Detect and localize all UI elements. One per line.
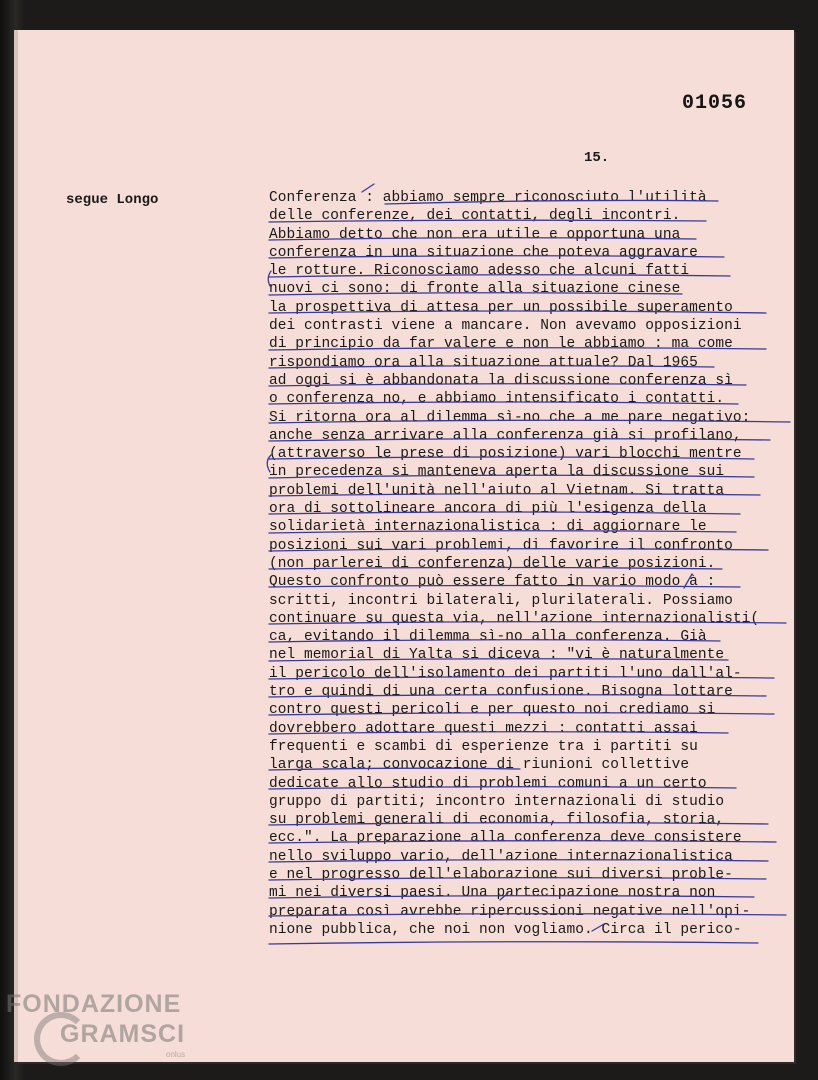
text-line: nione pubblica, che noi non vogliamo. Circa il perico- [269,921,742,938]
archive-number: 01056 [682,92,748,115]
text-line: conferenza in una situazione che poteva aggravare [269,244,698,261]
text-line: nello sviluppo vario, dell'azione internazionalistica [269,848,733,865]
watermark-subtitle: onlus [166,1050,186,1059]
margin-note: segue Longo [66,192,159,208]
page-left-edge [14,30,18,1062]
text-line: delle conferenze, dei contatti, degli incontri. [269,208,681,225]
text-line: larga scala; convocazione di riunioni collettive [269,757,690,774]
text-line: dei contrasti viene a mancare. Non avevamo opposizioni [269,318,742,335]
watermark-line-2: GRAMSCI [60,1020,186,1048]
text-line: ca, evitando il dilemma sì-no alla conferenza. Già [269,629,707,646]
text-line: scritti, incontri bilaterali, plurilaterali. Possiamo [269,592,733,609]
text-line: continuare su questa via, nell'azione internazionalisti( [269,610,760,627]
text-line: il pericolo dell'isolamento dei partiti l'uno dall'al- [269,665,742,682]
text-line: frequenti e scambi di esperienze tra i partiti su [269,738,698,755]
text-line: in precedenza si manteneva aperta la discussione sui [269,464,725,481]
page-number: 15. [584,150,610,166]
text-line: problemi dell'unità nell'aiuto al Vietnam. Si tratta [269,482,725,499]
text-line: di principio da far valere e non le abbiamo : ma come [269,336,733,353]
text-line: Abbiamo detto che non era utile e opportuna una [269,226,681,243]
text-line: tro e quindi di una certa confusione. Bisogna lottare [269,684,733,701]
text-line: su problemi generali di economia, filosofia, storia, [269,812,725,829]
text-line: anche senza arrivare alla conferenza già si profilano, [269,427,742,444]
text-line: Si ritorna ora al dilemma sì-no che a me pare negativo: [269,409,751,426]
text-line: posizioni sui vari problemi, di favorire il confronto [269,537,733,554]
text-line: gruppo di partiti; incontro internazionali di studio [269,793,725,810]
text-line: solidarietà internazionalistica : di aggiornare le [269,519,707,536]
text-line: la prospettiva di attesa per un possibile superamento [269,299,733,316]
text-line: o conferenza no, e abbiamo intensificato i contatti. [269,391,725,408]
text-line: nel memorial di Yalta si diceva : "vi è naturalmente [269,647,725,664]
typed-body-text [269,189,789,939]
text-line: contro questi pericoli e per questo noi crediamo si [269,702,716,719]
text-line: dovrebbero adottare questi mezzi : contatti assai [269,720,698,737]
text-line: ora di sottolineare ancora di più l'esigenza della [269,501,707,518]
fondazione-gramsci-watermark [4,990,214,1070]
text-line: dedicate allo studio di problemi comuni a un certo [269,775,707,792]
text-line: Questo confronto può essere fatto in vario modo à : [269,574,716,591]
text-line: preparata così avrebbe ripercussioni negative nell'opi- [269,903,751,920]
text-line: (non parlerei di conferenza) delle varie posizioni. [269,555,716,572]
text-line: ad oggi si è abbandonata la discussione conferenza sì [269,372,733,389]
text-line: ecc.". La preparazione alla conferenza deve consistere [269,830,742,847]
text-line: Conferenza : abbiamo sempre riconosciuto l'utilità [269,190,707,206]
text-line: e nel progresso dell'elaborazione sui diversi proble- [269,866,733,883]
text-line: rispondiamo ora alla situazione attuale? Dal 1965 [269,354,698,371]
text-line: (attraverso le prese di posizione) vari blocchi mentre [269,446,742,463]
watermark-line-1: FONDAZIONE [6,990,182,1018]
text-line: mi nei diversi paesi. Una partecipazione nostra non [269,885,716,902]
text-line: nuovi ci sono: di fronte alla situazione cinese [269,281,681,298]
text-line: le rotture. Riconosciamo adesso che alcuni fatti [269,263,690,280]
